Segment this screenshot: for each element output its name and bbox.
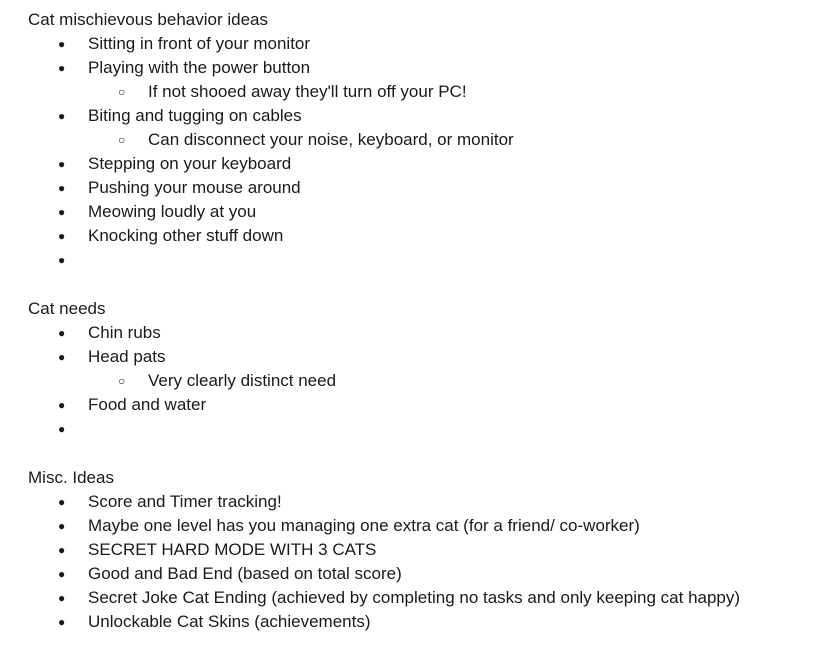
bullet-disc-icon: ● xyxy=(58,229,66,243)
section-heading[interactable]: Cat needs xyxy=(28,299,106,318)
list-item-text: Knocking other stuff down xyxy=(88,226,284,245)
bullet-list xyxy=(28,321,817,441)
section xyxy=(28,297,817,441)
bullet-disc-icon: ● xyxy=(58,495,66,509)
list-item[interactable] xyxy=(28,538,817,562)
bullet-disc-icon: ● xyxy=(58,326,66,340)
bullet-circle-icon: ○ xyxy=(118,85,126,99)
section xyxy=(28,466,817,634)
list-item[interactable] xyxy=(28,514,817,538)
bullet-circle-icon: ○ xyxy=(118,374,126,388)
bullet-disc-icon: ● xyxy=(58,350,66,364)
bullet-list xyxy=(28,490,817,634)
sub-list-item-text: If not shooed away they'll turn off your PC! xyxy=(148,82,467,101)
list-item[interactable] xyxy=(28,176,817,200)
bullet-disc-icon: ● xyxy=(58,37,66,51)
bullet-disc-icon: ● xyxy=(58,543,66,557)
list-item[interactable] xyxy=(28,200,817,224)
list-item-text: Score and Timer tracking! xyxy=(88,492,282,511)
list-item[interactable] xyxy=(28,562,817,586)
bullet-disc-icon: ● xyxy=(58,519,66,533)
list-item-text: Secret Joke Cat Ending (achieved by completing no tasks and only keeping cat happy) xyxy=(88,588,741,607)
list-item[interactable] xyxy=(28,417,817,441)
sub-list-item-text: Very clearly distinct need xyxy=(148,371,337,390)
bullet-disc-icon: ● xyxy=(58,205,66,219)
bullet-disc-icon: ● xyxy=(58,591,66,605)
list-item[interactable] xyxy=(28,321,817,345)
sub-list-item[interactable] xyxy=(28,80,817,104)
list-item-text: Sitting in front of your monitor xyxy=(88,34,311,53)
list-item[interactable] xyxy=(28,104,817,128)
list-item-text: Head pats xyxy=(88,347,166,366)
bullet-disc-icon: ● xyxy=(58,61,66,75)
list-item[interactable] xyxy=(28,610,817,634)
list-item[interactable] xyxy=(28,32,817,56)
list-item[interactable] xyxy=(28,586,817,610)
list-item-text: Good and Bad End (based on total score) xyxy=(88,564,402,583)
list-item[interactable] xyxy=(28,56,817,80)
list-item-text: Unlockable Cat Skins (achievements) xyxy=(88,612,371,631)
section xyxy=(28,8,817,272)
bullet-disc-icon: ● xyxy=(58,157,66,171)
list-item-text: Stepping on your keyboard xyxy=(88,154,292,173)
bullet-circle-icon: ○ xyxy=(118,133,126,147)
bullet-disc-icon: ● xyxy=(58,109,66,123)
list-item-text: Playing with the power button xyxy=(88,58,311,77)
list-item-text: Maybe one level has you managing one extra cat (for a friend/ co-worker) xyxy=(88,516,640,535)
list-item[interactable] xyxy=(28,248,817,272)
list-item[interactable] xyxy=(28,345,817,369)
list-item-text: Pushing your mouse around xyxy=(88,178,301,197)
list-item[interactable] xyxy=(28,490,817,514)
bullet-disc-icon: ● xyxy=(58,398,66,412)
list-item-text: SECRET HARD MODE WITH 3 CATS xyxy=(88,540,377,559)
section-heading[interactable]: Cat mischievous behavior ideas xyxy=(28,10,269,29)
bullet-disc-icon: ● xyxy=(58,253,66,267)
list-item-text: Chin rubs xyxy=(88,323,161,342)
section-spacer xyxy=(28,441,817,466)
list-item-text: Food and water xyxy=(88,395,207,414)
sub-list-item[interactable] xyxy=(28,128,817,152)
section-heading[interactable]: Misc. Ideas xyxy=(28,468,114,487)
list-item[interactable] xyxy=(28,393,817,417)
bullet-disc-icon: ● xyxy=(58,181,66,195)
list-item-text: Meowing loudly at you xyxy=(88,202,257,221)
bullet-disc-icon: ● xyxy=(58,615,66,629)
list-item[interactable] xyxy=(28,152,817,176)
bullet-disc-icon: ● xyxy=(58,422,66,436)
sub-list-item[interactable] xyxy=(28,369,817,393)
sub-list-item-text: Can disconnect your noise, keyboard, or monitor xyxy=(148,130,514,149)
list-item[interactable] xyxy=(28,224,817,248)
bullet-list xyxy=(28,32,817,272)
bullet-disc-icon: ● xyxy=(58,567,66,581)
section-spacer xyxy=(28,272,817,297)
list-item-text: Biting and tugging on cables xyxy=(88,106,302,125)
